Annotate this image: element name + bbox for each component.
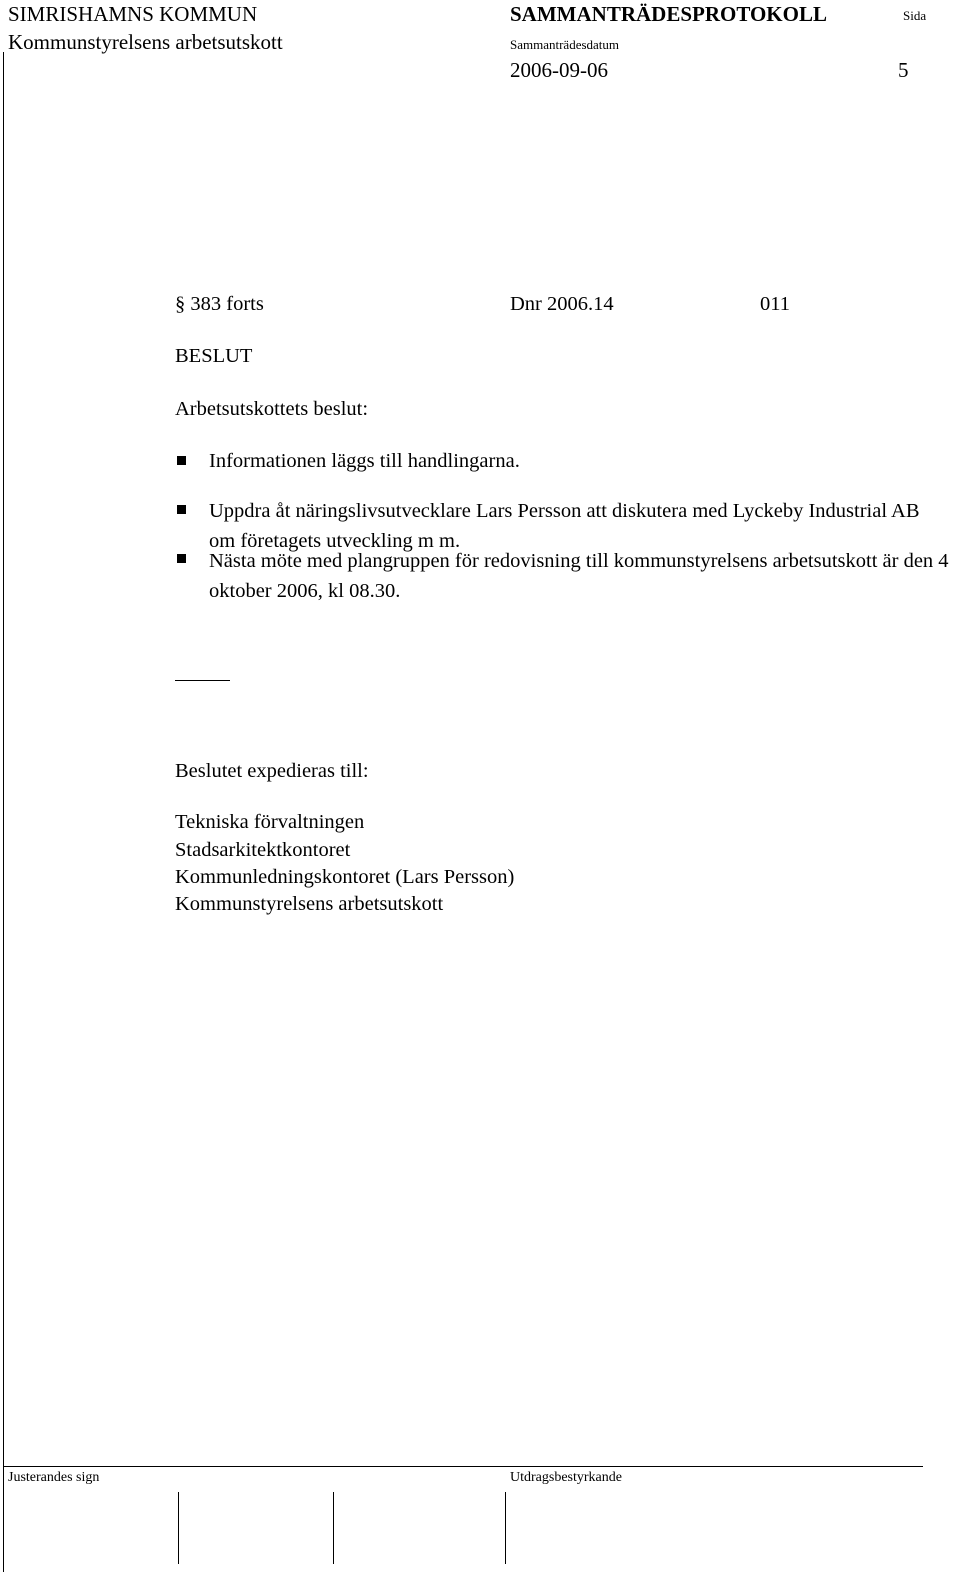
paragraph-reference: § 383 forts	[175, 293, 264, 315]
distribution-heading: Beslutet expedieras till:	[175, 760, 369, 782]
separator-line	[175, 680, 230, 681]
bullet-square-icon	[177, 554, 186, 563]
signature-divider-3	[505, 1492, 506, 1564]
page-number: 5	[898, 58, 909, 82]
recipient-2: Stadsarkitektkontoret	[175, 839, 351, 861]
meeting-date: 2006-09-06	[510, 58, 608, 82]
date-label: Sammanträdesdatum	[510, 37, 620, 52]
decision-bullet-3: Nästa möte med plangruppen för redovisning till kommunstyrelsens arbetsutskott är den 4 oktober 2006, kl 08.30.	[209, 550, 949, 602]
recipient-4: Kommunstyrelsens arbetsutskott	[175, 893, 444, 915]
dnr-number: Dnr 2006.14	[510, 293, 614, 315]
decision-heading: BESLUT	[175, 345, 253, 367]
bullet-square-icon	[177, 456, 186, 465]
recipient-3: Kommunledningskontoret (Lars Persson)	[175, 866, 515, 888]
protocol-title: SAMMANTRÄDESPROTOKOLL	[510, 2, 827, 26]
signature-divider-2	[333, 1492, 334, 1564]
recipient-1: Tekniska förvaltningen	[175, 811, 365, 833]
page-label: Sida	[903, 8, 927, 23]
municipality-name: SIMRISHAMNS KOMMUN	[8, 2, 258, 26]
decision-bullet-2: Uppdra åt näringslivsutvecklare Lars Persson att diskutera med Lyckeby Industrial AB om företagets utveckling m m.	[209, 500, 920, 552]
signature-divider-1	[178, 1492, 179, 1564]
bullet-square-icon	[177, 505, 186, 514]
footer-rule	[3, 1466, 923, 1467]
extract-certification-label: Utdragsbestyrkande	[510, 1470, 622, 1485]
committee-name: Kommunstyrelsens arbetsutskott	[8, 30, 283, 54]
decision-bullet-1: Informationen läggs till handlingarna.	[209, 450, 520, 472]
decision-intro: Arbetsutskottets beslut:	[175, 398, 369, 420]
adjuster-sign-label: Justerandes sign	[8, 1470, 100, 1485]
archive-code: 011	[760, 293, 790, 315]
left-margin-line	[3, 52, 4, 1572]
